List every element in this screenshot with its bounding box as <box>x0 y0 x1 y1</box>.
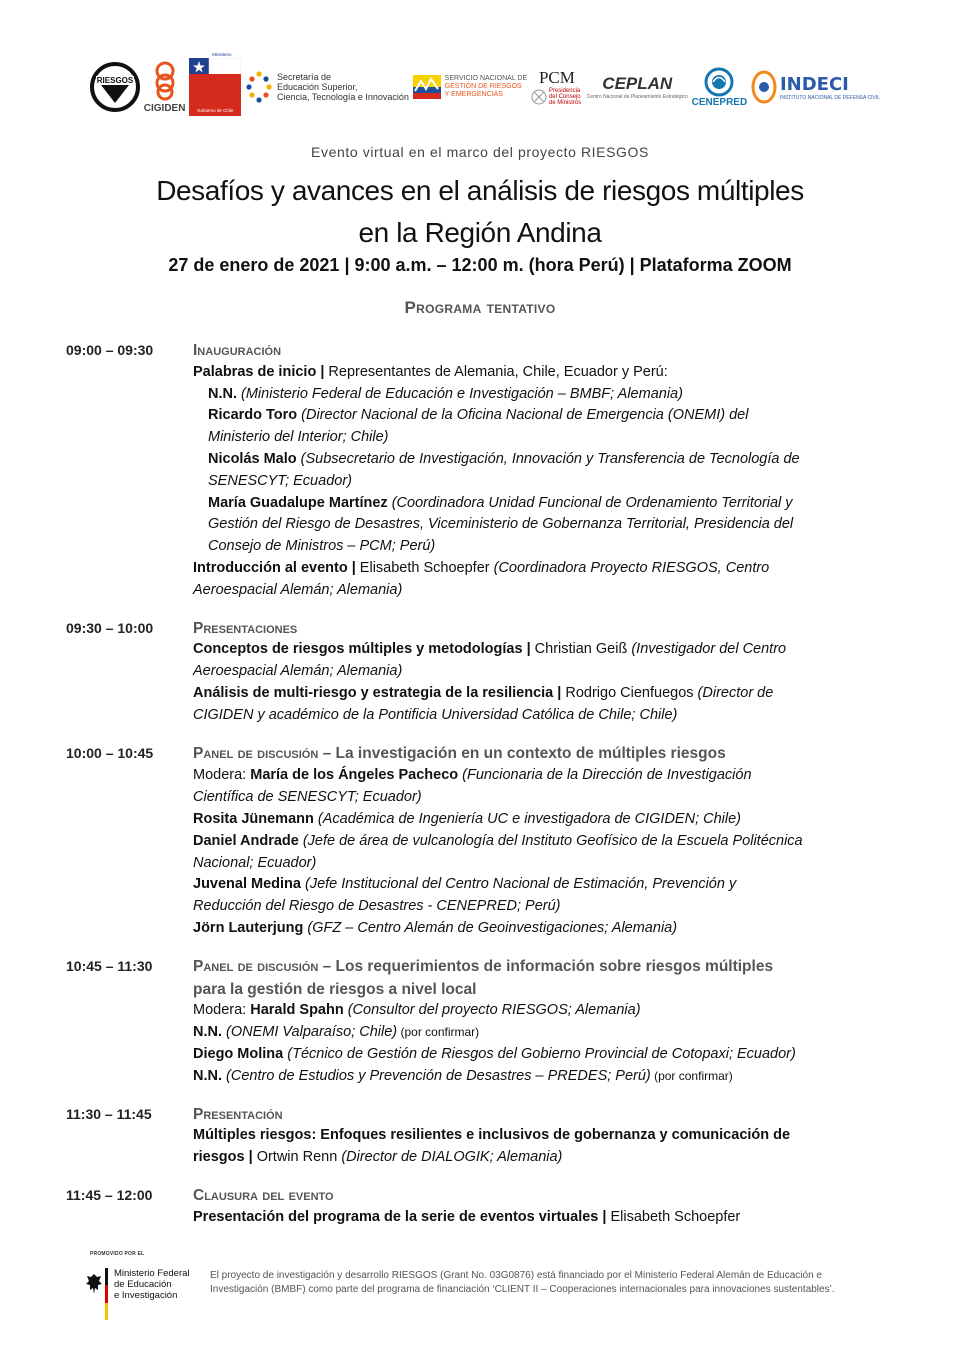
promoted-by-label: PROMOVIDO POR EL <box>90 1251 145 1257</box>
cigiden-logo <box>144 61 186 114</box>
speaker-name: Rosita Jünemann <box>193 810 314 827</box>
event-title-line1: Desafíos y avances en el análisis de riesgos múltiples <box>156 175 804 206</box>
speaker-name: N.N. <box>208 385 237 402</box>
sngre-line1: SERVICIO NACIONAL DE <box>444 75 528 82</box>
speaker-name: Daniel Andrade <box>193 832 299 849</box>
event-title-line2: en la Región Andina <box>358 217 602 248</box>
agenda-item-text: Representantes de Alemania, Chile, Ecuador y Perú: <box>324 363 668 380</box>
cenepred-globe-icon <box>704 67 734 97</box>
chile-ministry-line2: del Interior y <box>212 57 237 62</box>
event-title <box>0 170 960 254</box>
cigiden-logo-text: CIGIDEN <box>143 102 186 114</box>
tbc-note: (por confirmar) <box>397 1025 480 1040</box>
programa-heading: Programa tentativo <box>404 298 556 317</box>
secretaria-line3: Ciencia, Tecnología e Innovación <box>276 92 409 102</box>
agenda-block-panel-2 <box>66 956 886 1088</box>
speaker-role: (Coordinadora Proyecto RIESGOS, Centro <box>489 559 770 576</box>
speaker-role: (Investigador del Centro <box>627 641 787 658</box>
speaker-role: Reducción del Riesgo de Desastres - CENEPRED; Perú) <box>193 898 561 915</box>
speaker-role: Aeroespacial Alemán; Alemania) <box>193 581 403 598</box>
riesgos-logo <box>90 62 140 112</box>
agenda-item-title: Múltiples riesgos: Enfoques resilientes e inclusivos de gobernanza y comunicación de <box>193 1127 791 1144</box>
speaker-role: (Coordinadora Unidad Funcional de Ordenamiento Territorial y <box>387 494 793 511</box>
chile-gov-text: Gobierno de Chile <box>197 107 234 113</box>
secretaria-dots-icon <box>245 70 273 104</box>
event-subtitle: Evento virtual en el marco del proyecto RIESGOS <box>311 144 649 160</box>
speaker-name: María de los Ángeles Pacheco <box>250 767 459 784</box>
speaker-role: Aeroespacial Alemán; Alemania) <box>193 663 403 680</box>
speaker-role: CIGIDEN y académico de la Pontificia Universidad Católica de Chile; Chile) <box>193 706 678 723</box>
bmbf-line2: de Educación <box>114 1279 172 1290</box>
ceplan-sub-text: Centro Nacional de Planeamiento Estratégico <box>586 94 688 100</box>
agenda-item-title: Conceptos de riesgos múltiples y metodologías | <box>193 641 531 658</box>
agenda-block-panel-1 <box>66 743 886 940</box>
riesgos-logo-text: RIESGOS <box>96 75 134 85</box>
agenda-block-inauguracion <box>66 340 886 602</box>
speaker-role: (Académica de Ingeniería UC e investigadora de CIGIDEN; Chile) <box>313 810 742 827</box>
speaker-name: Elisabeth Schoepfer <box>355 559 490 576</box>
sngre-line3: Y EMERGENCIAS <box>444 91 503 98</box>
agenda-section-subheading-line2: para la gestión de riesgos a nivel local <box>193 980 477 998</box>
agenda-section-heading: Panel de discusión <box>193 957 319 975</box>
speaker-name: Nicolás Malo <box>208 450 297 467</box>
speaker-role: (Ministerio Federal de Educación e Investigación – BMBF; Alemania) <box>237 385 683 402</box>
secretaria-line1: Secretaría de <box>276 72 331 82</box>
agenda-section-heading: Presentación <box>193 1105 283 1123</box>
chile-ministry-line1: Ministerio <box>212 52 232 57</box>
speaker-role: (Consultor del proyecto RIESGOS; Alemania) <box>343 1002 641 1019</box>
cenepred-logo-text: CENEPRED <box>691 96 748 108</box>
ceplan-logo-text: CEPLAN <box>602 74 673 93</box>
pcm-logo-text: PCM <box>538 68 575 87</box>
partner-logos <box>90 52 880 122</box>
cenepred-logo <box>692 67 748 108</box>
bmbf-line3: e Investigación <box>114 1290 178 1301</box>
tbc-note: (por confirmar) <box>650 1068 733 1083</box>
agenda <box>66 340 886 1244</box>
agenda-time: 09:30 – 10:00 <box>66 619 154 636</box>
speaker-role: Científica de SENESCYT; Ecuador) <box>193 789 422 806</box>
moderator-label: Modera: <box>193 767 251 784</box>
speaker-name: Jörn Lauterjung <box>193 919 304 936</box>
agenda-block-presentaciones <box>66 618 886 727</box>
speaker-role: Gestión del Riesgo de Desastres, Viceministerio de Gobernanza Territorial, Presidencia del <box>208 516 794 533</box>
sngre-flag-icon <box>413 75 441 99</box>
speaker-name: Juvenal Medina <box>193 876 301 893</box>
agenda-item-title: Análisis de multi-riesgo y estrategia de la resiliencia | <box>193 684 562 701</box>
agenda-block-presentacion <box>66 1104 886 1169</box>
agenda-time: 10:45 – 11:30 <box>66 957 153 974</box>
secretaria-logo <box>245 70 409 104</box>
indeci-shield-icon <box>751 70 777 104</box>
agenda-section-subheading: – Los requerimientos de información sobre riesgos múltiples <box>318 957 774 975</box>
secretaria-line2: Educación Superior, <box>276 82 358 92</box>
agenda-item-title: Introducción al evento | <box>193 559 356 576</box>
chile-ministry-line3: Seguridad Pública <box>212 62 233 72</box>
speaker-role: SENESCYT; Ecuador) <box>208 472 352 489</box>
chile-government-logo <box>189 52 241 116</box>
bmbf-line1: Ministerio Federal <box>114 1268 190 1279</box>
agenda-block-clausura <box>66 1185 886 1229</box>
speaker-role: (ONEMI Valparaíso; Chile) <box>222 1024 398 1041</box>
speaker-name: Ortwin Renn <box>252 1149 338 1166</box>
speaker-role: (Director de <box>693 684 774 701</box>
speaker-role: (Director de DIALOGIK; Alemania) <box>337 1149 563 1166</box>
speaker-role: (Jefe Institucional del Centro Nacional de Estimación, Prevención y <box>300 876 737 893</box>
riesgos-badge-icon <box>90 62 140 112</box>
agenda-section-heading: Panel de discusión <box>193 744 319 762</box>
speaker-name: N.N. <box>193 1067 222 1084</box>
agenda-time: 09:00 – 09:30 <box>66 342 154 358</box>
agenda-time: 11:45 – 12:00 <box>66 1186 153 1203</box>
speaker-name: María Guadalupe Martínez <box>208 494 388 511</box>
speaker-role: (GFZ – Centro Alemán de Geoinvestigaciones; Alemania) <box>303 919 678 936</box>
agenda-section-subheading: – La investigación en un contexto de múltiples riesgos <box>318 744 726 762</box>
speaker-role: (Centro de Estudios y Prevención de Desastres – PREDES; Perú) <box>222 1067 651 1084</box>
pcm-emblem-icon <box>531 89 547 105</box>
speaker-name: Harald Spahn <box>250 1002 344 1019</box>
speaker-name: Ricardo Toro <box>208 407 298 424</box>
funding-line1: El proyecto de investigación y desarrollo RIESGOS (Grant No. 03G0876) está financiado por el Ministerio Federal Alemán de Educación e <box>210 1270 822 1281</box>
funding-line2: Investigación (BMBF) como parte del programa de financiación ‘CLIENT II – Cooperaciones internacionales para innovaciones sustentables’. <box>210 1284 835 1295</box>
agenda-item-title: Presentación del programa de la serie de eventos virtuales | <box>193 1208 607 1225</box>
speaker-role: Ministerio del Interior; Chile) <box>208 429 389 446</box>
speaker-role: (Técnico de Gestión de Riesgos del Gobierno Provincial de Cotopaxi; Ecuador) <box>283 1045 796 1062</box>
sngre-line2: GESTIÓN DE RIESGOS <box>444 83 522 90</box>
agenda-time: 11:30 – 11:45 <box>66 1105 152 1122</box>
agenda-section-heading: Clausura del evento <box>193 1186 334 1204</box>
agenda-item-title: Palabras de inicio | <box>193 363 325 380</box>
federal-eagle-icon <box>85 1272 103 1296</box>
speaker-name: N.N. <box>193 1024 222 1041</box>
indeci-sub-text: INSTITUTO NACIONAL DE DEFENSA CIVIL <box>779 94 880 101</box>
german-flag-stripe <box>105 1268 108 1320</box>
ceplan-logo <box>587 74 688 100</box>
agenda-section-heading: Presentaciones <box>193 619 298 637</box>
speaker-role: (Director Nacional de la Oficina Nacional de Emergencia (ONEMI) del <box>297 407 749 424</box>
speaker-role: (Jefe de área de vulcanología del Instituto Geofísico de la Escuela Politécnica <box>298 832 803 849</box>
speaker-name: Diego Molina <box>193 1045 284 1062</box>
moderator-label: Modera: <box>193 1002 251 1019</box>
speaker-role: (Funcionaria de la Dirección de Investigación <box>458 767 752 784</box>
bmbf-logo <box>85 1268 190 1320</box>
sngre-logo <box>413 75 527 99</box>
pcm-logo <box>531 68 583 106</box>
indeci-logo <box>751 70 880 104</box>
agenda-item-title: riesgos | <box>193 1149 253 1166</box>
event-date-line: 27 de enero de 2021 | 9:00 a.m. – 12:00 m. (hora Perú) | Plataforma ZOOM <box>168 255 792 275</box>
cigiden-rings-icon <box>145 61 185 101</box>
speaker-role: (Subsecretario de Investigación, Innovación y Transferencia de Tecnología de <box>296 450 800 467</box>
speaker-name: Rodrigo Cienfuegos <box>561 684 694 701</box>
agenda-time: 10:00 – 10:45 <box>66 744 154 761</box>
speaker-role: Nacional; Ecuador) <box>193 854 317 871</box>
funding-note <box>210 1269 860 1297</box>
agenda-section-heading: Inauguración <box>193 342 282 359</box>
pcm-sub-text: Presidencia del Consejo de Ministros <box>548 88 582 106</box>
speaker-name: Christian Geiß <box>530 641 628 658</box>
speaker-name: Elisabeth Schoepfer <box>606 1208 741 1225</box>
speaker-role: Consejo de Ministros – PCM; Perú) <box>208 538 436 555</box>
indeci-logo-text: INDECI <box>779 73 849 95</box>
